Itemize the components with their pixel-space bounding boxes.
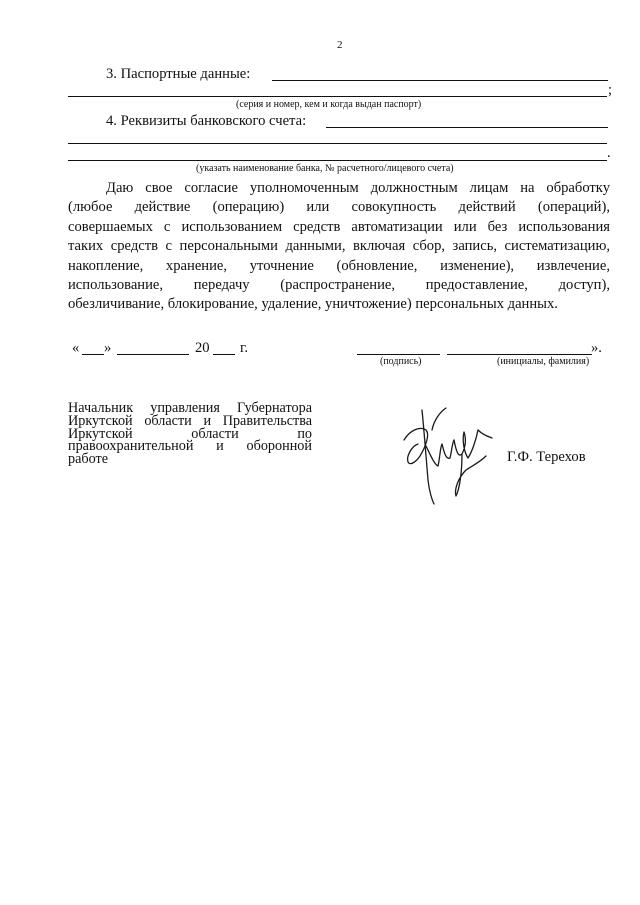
name-blank <box>447 354 592 355</box>
consent-line: таких средств с персональными данными, включая сбор, запись, систематизацию, <box>68 238 610 255</box>
passport-fill-line-2 <box>68 96 607 97</box>
consent-line: Даю свое согласие уполномоченным должностным лицам на обработку <box>106 180 610 196</box>
consent-line: (любое действие (операцию) или совокупность действий (операций), <box>68 199 610 216</box>
consent-paragraph <box>68 179 610 315</box>
consent-line: накопление, хранение, уточнение (обновление, изменение), извлечение, <box>68 257 610 274</box>
bank-fill-line-2 <box>68 143 607 144</box>
date-month-blank <box>117 354 189 355</box>
signature-caption: (подпись) <box>380 356 422 367</box>
date-day-blank <box>82 354 104 355</box>
page-number: 2 <box>337 39 343 51</box>
handwritten-signature <box>396 400 500 506</box>
date-year-blank <box>213 354 235 355</box>
signatory-position <box>68 402 312 466</box>
date-year-suffix: г. <box>240 340 248 356</box>
signature-blank <box>357 354 440 355</box>
date-open-quote: « <box>72 340 80 356</box>
bank-terminator: . <box>607 145 611 161</box>
bank-label: 4. Реквизиты банковского счета: <box>106 113 307 129</box>
position-line: Иркутской области и Правительства <box>68 412 312 429</box>
signatory-name: Г.Ф. Терехов <box>507 449 586 465</box>
consent-line: использование, передачу (распространение, предоставление, доступ), <box>68 276 610 293</box>
passport-hint: (серия и номер, кем и когда выдан паспорт) <box>236 99 422 110</box>
position-line: Начальник управления Губернатора <box>68 400 312 416</box>
passport-label: 3. Паспортные данные: <box>106 66 251 82</box>
position-line: работе <box>68 451 109 468</box>
bank-fill-line-1 <box>326 127 608 128</box>
consent-line: совершаемых с использованием средств автоматизации или без использования <box>68 218 610 235</box>
bank-fill-line-3 <box>68 160 607 161</box>
name-caption: (инициалы, фамилия) <box>497 356 590 367</box>
consent-line: обезличивание, блокирование, удаление, уничтожение) персональных данных. <box>68 296 558 313</box>
signature-terminator: ». <box>591 340 602 356</box>
position-line: правоохранительной и оборонной <box>68 438 312 455</box>
passport-fill-line-1 <box>272 80 608 81</box>
bank-hint: (указать наименование банка, № расчетного/лицевого счета) <box>196 163 454 174</box>
date-year-prefix: 20 <box>195 340 210 356</box>
position-line: Иркутской области по <box>68 425 312 442</box>
date-close-quote: » <box>104 340 112 356</box>
passport-terminator: ; <box>608 82 613 98</box>
